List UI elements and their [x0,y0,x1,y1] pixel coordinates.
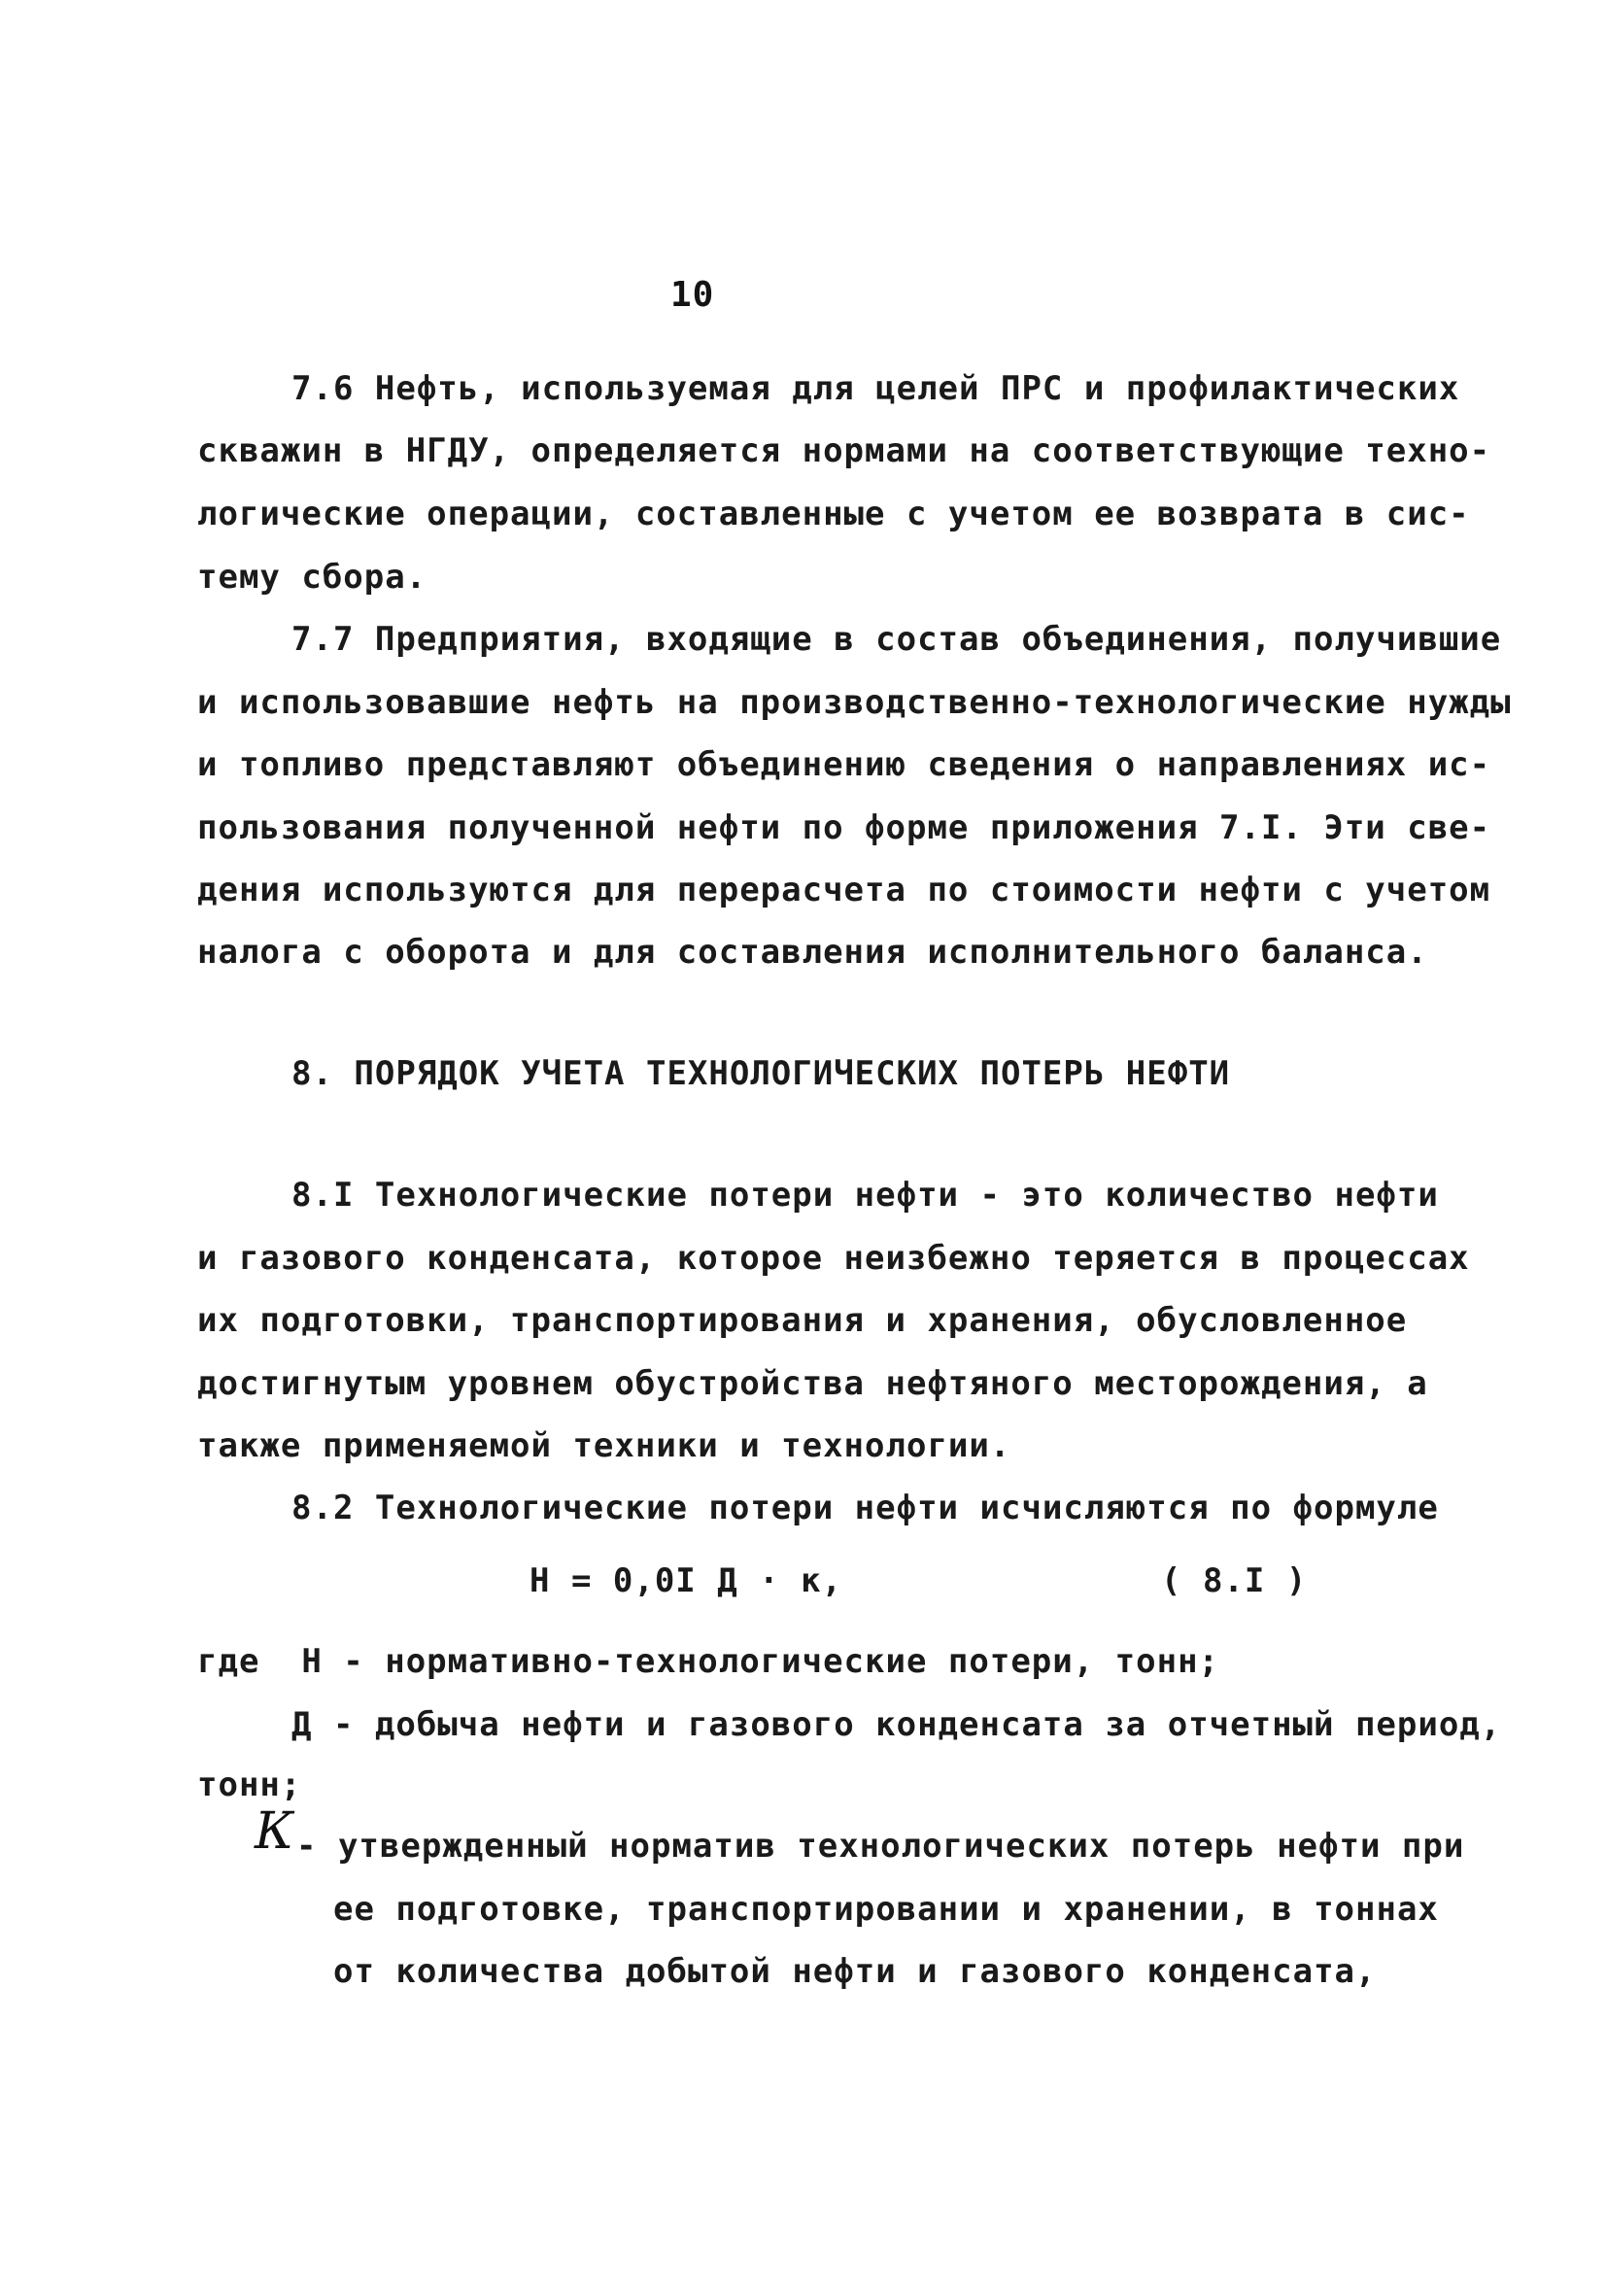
definition-k-line-2: ее подготовке, транспортировании и хранении, в тоннах [333,1890,1439,1929]
formula: Н = 0,0I Д · к, [530,1561,843,1600]
paragraph-7-7-line-5: дения используются для перерасчета по стоимости нефти с учетом [197,871,1491,909]
definition-d-line-2: тонн; [197,1765,302,1804]
paragraph-7-7-line-4: пользования полученной нефти по форме приложения 7.I. Эти све- [197,808,1491,847]
formula-number: ( 8.I ) [1161,1561,1308,1600]
paragraph-7-6-line-2: скважин в НГДУ, определяется нормами на соответствующие техно- [197,431,1491,470]
definition-d-line-1: Д - добыча нефти и газового конденсата за отчетный период, [291,1705,1502,1744]
paragraph-7-6-line-3: логические операции, составленные с учетом ее возврата в сис- [197,495,1470,533]
page-number: 10 [670,275,715,315]
paragraph-7-6-line-1: 7.6 Нефть, используемая для целей ПРС и профилактических [291,369,1460,408]
paragraph-8-1-line-1: 8.I Технологические потери нефти - это количество нефти [291,1176,1439,1215]
paragraph-7-7-line-3: и топливо представляют объединению сведения о направлениях ис- [197,745,1491,784]
paragraph-7-7-line-1: 7.7 Предприятия, входящие в состав объединения, получившие [291,620,1502,659]
paragraph-7-7-line-2: и использовавшие нефть на производственно-технологические нужды [197,683,1512,722]
paragraph-8-2: 8.2 Технологические потери нефти исчисляются по формуле [291,1489,1439,1527]
paragraph-8-1-line-5: также применяемой техники и технологии. [197,1426,1011,1465]
paragraph-7-6-line-4: тему сбора. [197,558,427,597]
handwritten-k-symbol: К [255,1802,294,1861]
section-8-heading: 8. ПОРЯДОК УЧЕТА ТЕХНОЛОГИЧЕСКИХ ПОТЕРЬ НЕФТИ [291,1054,1231,1093]
definition-k-line-1: - утвержденный норматив технологических потерь нефти при [296,1827,1465,1866]
paragraph-8-1-line-3: их подготовки, транспортирования и хранения, обусловленное [197,1301,1408,1340]
paragraph-8-1-line-4: достигнутым уровнем обустройства нефтяного месторождения, а [197,1364,1428,1403]
definition-k-line-3: от количества добытой нефти и газового конденсата, [333,1952,1377,1991]
paragraph-7-7-line-6: налога с оборота и для составления исполнительного баланса. [197,933,1428,972]
paragraph-8-1-line-2: и газового конденсата, которое неизбежно теряется в процессах [197,1239,1470,1278]
definition-h: где Н - нормативно-технологические потери, тонн; [197,1642,1220,1681]
